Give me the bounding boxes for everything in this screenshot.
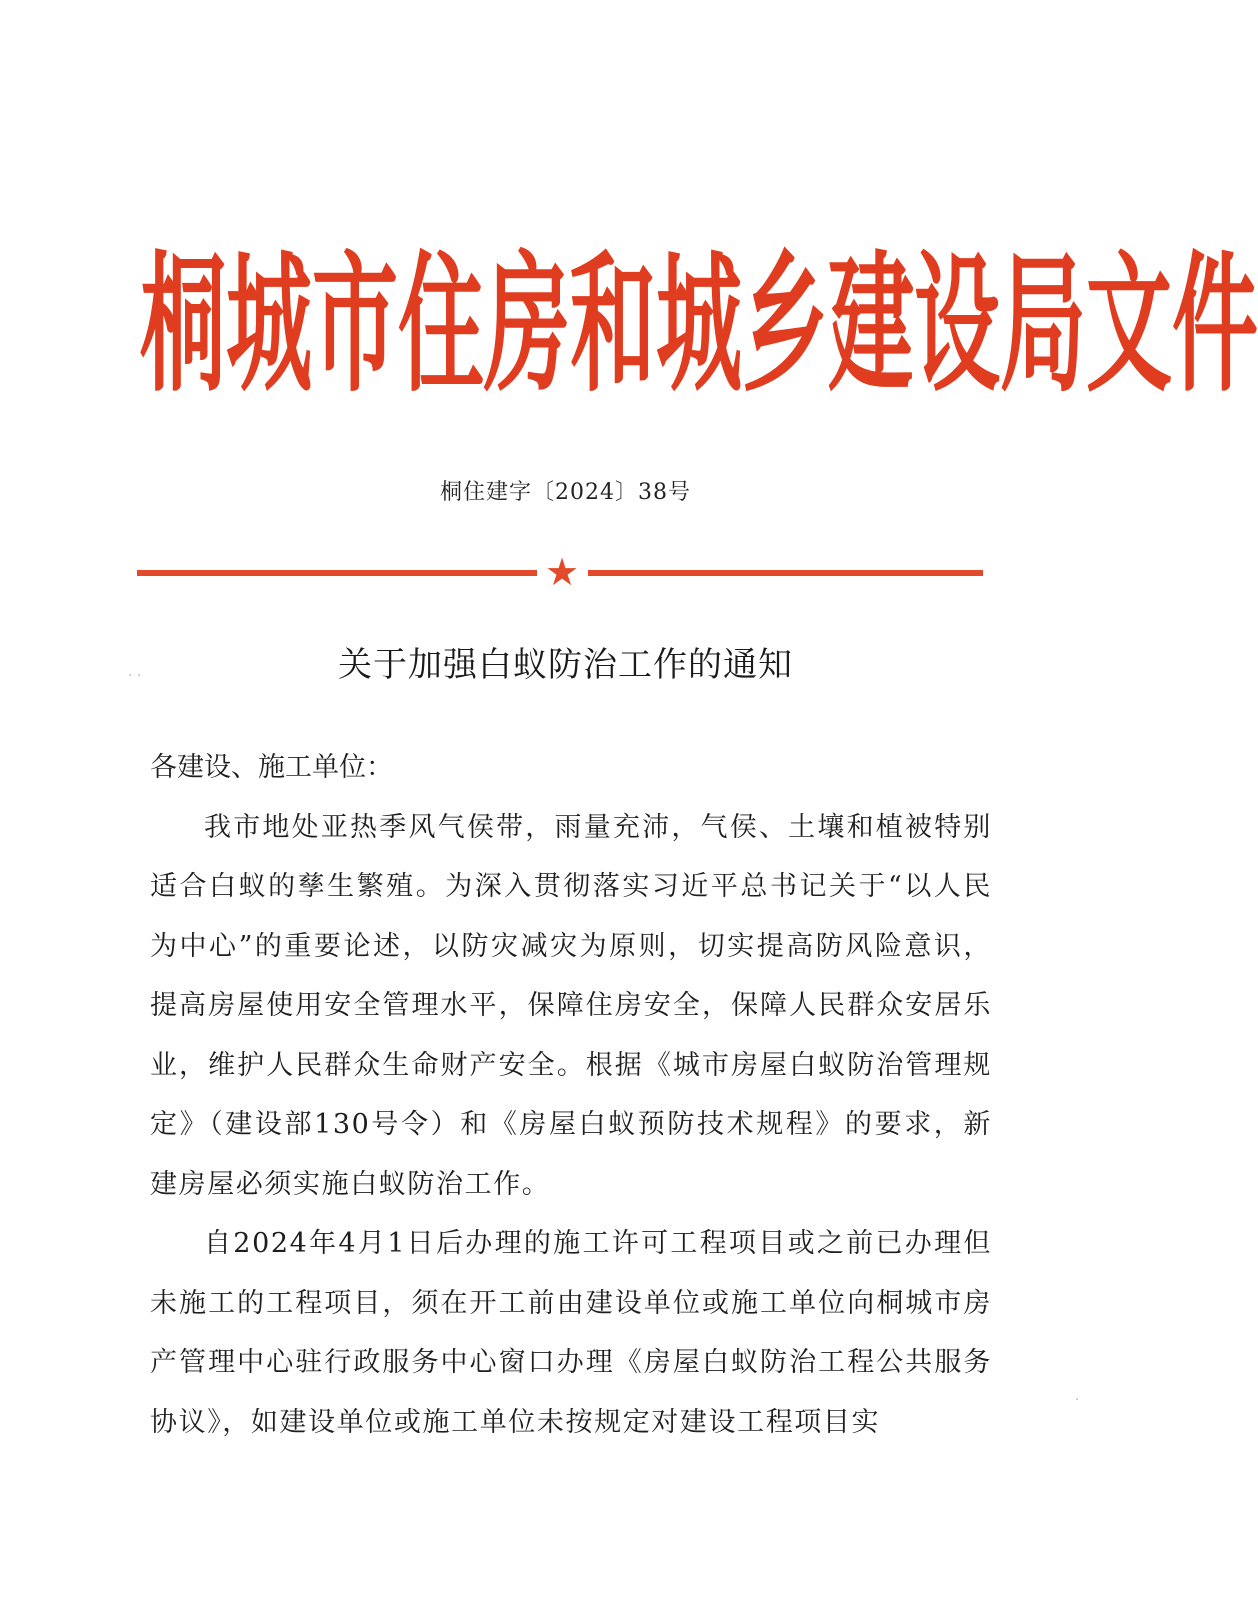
- masthead-char: 桐: [140, 238, 226, 414]
- masthead-char: 住: [398, 238, 484, 414]
- body-paragraph: 我市地处亚热季风气侯带，雨量充沛，气侯、土壤和植被特别适合白蚁的孳生繁殖。为深入贯彻落实习近平总书记关于“以人民为中心”的重要论述，以防灾减灾为原则，切实提高防风险意识，提高房屋使用安全管理水平，保障住房安全，保障人民群众安居乐业，维护人民群众生命财产安全。根据《城市房屋白蚁防治管理规定》（建设部130号令）和《房屋白蚁预防技术规程》的要求，新建房屋必须实施白蚁防治工作。: [150, 811, 992, 1200]
- notice-title: 关于加强白蚁防治工作的通知: [338, 645, 793, 685]
- masthead-char: 房: [484, 238, 570, 414]
- salutation: 各建设、施工单位：: [150, 752, 393, 783]
- masthead-char: 和: [570, 238, 656, 414]
- scan-speck: · ·: [128, 668, 142, 684]
- star-icon: ★: [544, 550, 580, 594]
- masthead-char: 文: [1086, 238, 1172, 414]
- masthead-char: 设: [914, 238, 1000, 414]
- masthead-char: 市: [312, 238, 398, 414]
- document-number: 桐住建字〔2024〕38号: [440, 480, 691, 505]
- body-paragraph: 自2024年4月1日后办理的施工许可工程项目或之前已办理但未施工的工程项目，须在开工前由建设单位或施工单位向桐城市房产管理中心驻行政服务中心窗口办理《房屋白蚁防治工程公共服务协议》，如建设单位或施工单位未按规定对建设工程项目实: [150, 1228, 992, 1438]
- masthead-char: 城: [226, 238, 312, 414]
- scan-speck: ·: [1075, 1392, 1080, 1408]
- document-masthead: [140, 238, 1258, 414]
- red-divider-right: [588, 570, 983, 576]
- red-divider-left: [137, 570, 537, 576]
- masthead-char: 乡: [742, 238, 828, 414]
- masthead-char: 城: [656, 238, 742, 414]
- masthead-char: 建: [828, 238, 914, 414]
- document-body: [150, 738, 992, 1452]
- masthead-char: 件: [1172, 238, 1258, 414]
- masthead-char: 局: [1000, 238, 1086, 414]
